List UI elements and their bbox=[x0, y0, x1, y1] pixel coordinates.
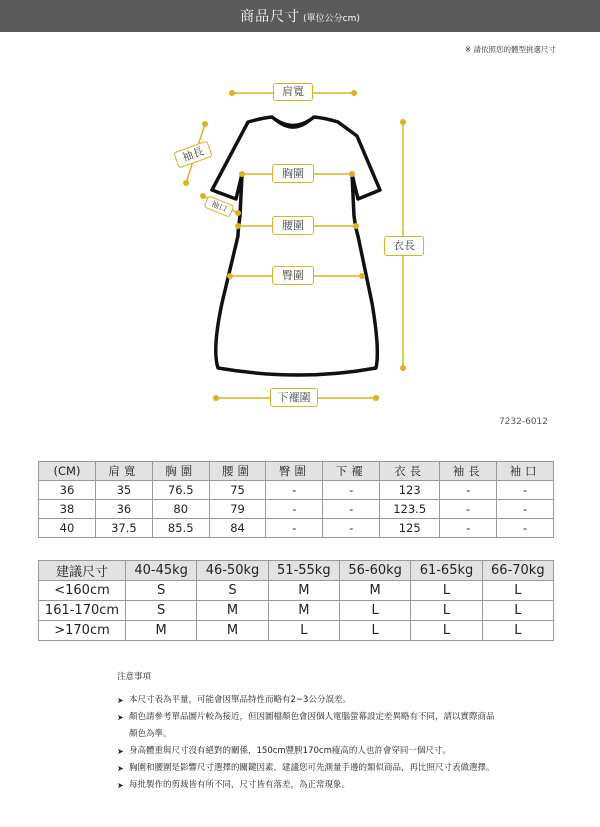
sleeve-length-label: 袖長 bbox=[173, 140, 213, 168]
note-item bbox=[117, 743, 497, 760]
suggest-col-header: 61-65kg bbox=[411, 561, 482, 581]
size-cell: - bbox=[323, 519, 380, 538]
size-col-header: (CM) bbox=[39, 462, 96, 481]
suggest-table-header-row bbox=[39, 561, 554, 581]
suggest-cell: L bbox=[411, 581, 482, 601]
waist-label: 腰圍 bbox=[272, 216, 314, 235]
size-cell: - bbox=[266, 481, 323, 500]
size-col-header: 胸圍 bbox=[152, 462, 209, 481]
size-col-header: 衣長 bbox=[380, 462, 440, 481]
size-table bbox=[38, 461, 554, 538]
suggest-col-header: 建議尺寸 bbox=[39, 561, 126, 581]
note-text: 本尺寸表為平量，可能會因單品特性而略有2~3公分誤差。 bbox=[129, 695, 351, 705]
size-cell: 79 bbox=[209, 500, 266, 519]
size-cell: 38 bbox=[39, 500, 96, 519]
size-cell: 36 bbox=[39, 481, 96, 500]
arrow-icon: ➤ bbox=[117, 713, 124, 722]
suggest-size-table bbox=[38, 560, 554, 641]
shoulder-label: 肩寬 bbox=[273, 83, 313, 101]
note-item bbox=[117, 777, 497, 794]
note-text: 胸圍和腰圍是影響尺寸選擇的關鍵因素，建議您可先測量手邊的類似商品，再比照尺寸表做選擇。 bbox=[129, 763, 495, 773]
size-cell: - bbox=[323, 500, 380, 519]
garment-diagram bbox=[0, 60, 600, 420]
suggest-col-header: 46-50kg bbox=[197, 561, 268, 581]
suggest-cell: L bbox=[339, 601, 410, 621]
suggest-cell: L bbox=[411, 601, 482, 621]
arrow-icon: ➤ bbox=[117, 781, 124, 790]
note-text: 身高體重與尺寸沒有絕對的關係，150cm豐腴170cm瘦高的人也許會穿同一個尺寸。 bbox=[129, 746, 451, 756]
arrow-icon: ➤ bbox=[117, 747, 124, 756]
size-cell: 84 bbox=[209, 519, 266, 538]
suggest-cell: M bbox=[268, 601, 339, 621]
table-row bbox=[39, 481, 554, 500]
size-cell: 75 bbox=[209, 481, 266, 500]
suggest-cell: L bbox=[339, 621, 410, 641]
size-cell: - bbox=[323, 481, 380, 500]
suggest-cell: L bbox=[268, 621, 339, 641]
suggest-col-header: 40-45kg bbox=[126, 561, 197, 581]
table-row bbox=[39, 581, 554, 601]
notes-title: 注意事項 bbox=[117, 672, 152, 682]
suggest-cell: M bbox=[197, 601, 268, 621]
suggest-cell: S bbox=[126, 581, 197, 601]
size-cell: 123.5 bbox=[380, 500, 440, 519]
suggest-cell: L bbox=[482, 601, 553, 621]
note-text: 顏色請參考單品圖片較為接近，但因圖檔顏色會因個人電腦螢幕設定差異略有不同，請以實際商品顏色為準。 bbox=[129, 712, 495, 739]
suggest-col-header: 56-60kg bbox=[339, 561, 410, 581]
size-cell: - bbox=[497, 500, 554, 519]
size-cell: - bbox=[440, 519, 497, 538]
size-cell: 36 bbox=[96, 500, 153, 519]
length-label: 衣長 bbox=[384, 236, 424, 256]
table-row bbox=[39, 519, 554, 538]
size-cell: 35 bbox=[96, 481, 153, 500]
hem-label: 下襬圍 bbox=[270, 388, 318, 407]
suggest-cell: S bbox=[126, 601, 197, 621]
product-code: 7232-6012 bbox=[498, 417, 548, 427]
size-cell: 40 bbox=[39, 519, 96, 538]
suggest-cell: M bbox=[339, 581, 410, 601]
size-cell: 76.5 bbox=[152, 481, 209, 500]
chest-label: 胸圍 bbox=[272, 164, 314, 183]
suggest-cell: L bbox=[482, 581, 553, 601]
note-text: 每批製作的剪裁皆有所不同，尺寸皆有落差，為正常現象。 bbox=[129, 780, 351, 790]
size-cell: - bbox=[440, 481, 497, 500]
table-row bbox=[39, 601, 554, 621]
note-item bbox=[117, 760, 497, 777]
size-cell: 125 bbox=[380, 519, 440, 538]
note-item bbox=[117, 692, 497, 709]
suggest-cell: L bbox=[482, 621, 553, 641]
size-cell: - bbox=[266, 500, 323, 519]
suggest-cell: M bbox=[126, 621, 197, 641]
size-cell: - bbox=[497, 481, 554, 500]
size-col-header: 袖口 bbox=[497, 462, 554, 481]
header-title: 商品尺寸 bbox=[240, 9, 301, 25]
arrow-icon: ➤ bbox=[117, 696, 124, 705]
suggest-cell: S bbox=[197, 581, 268, 601]
table-row bbox=[39, 621, 554, 641]
suggest-cell: >170cm bbox=[39, 621, 126, 641]
size-col-header: 肩寬 bbox=[96, 462, 153, 481]
table-row bbox=[39, 500, 554, 519]
size-table-header-row bbox=[39, 462, 554, 481]
size-cell: 80 bbox=[152, 500, 209, 519]
size-cell: 37.5 bbox=[96, 519, 153, 538]
size-cell: 123 bbox=[380, 481, 440, 500]
suggest-col-header: 51-55kg bbox=[268, 561, 339, 581]
suggest-cell: M bbox=[197, 621, 268, 641]
size-col-header: 腰圍 bbox=[209, 462, 266, 481]
suggest-cell: <160cm bbox=[39, 581, 126, 601]
note-item bbox=[117, 709, 497, 743]
suggest-cell: 161-170cm bbox=[39, 601, 126, 621]
cuff-label: 袖口 bbox=[204, 195, 235, 218]
suggest-cell: M bbox=[268, 581, 339, 601]
suggest-cell: L bbox=[411, 621, 482, 641]
suggest-col-header: 66-70kg bbox=[482, 561, 553, 581]
size-cell: - bbox=[440, 500, 497, 519]
top-note: ※ 請依照您的體型挑選尺寸 bbox=[464, 45, 556, 54]
size-col-header: 臀圍 bbox=[266, 462, 323, 481]
header-subtitle: (單位公分cm) bbox=[303, 14, 360, 24]
hip-label: 臀圍 bbox=[272, 266, 314, 285]
size-cell: 85.5 bbox=[152, 519, 209, 538]
size-cell: - bbox=[497, 519, 554, 538]
arrow-icon: ➤ bbox=[117, 764, 124, 773]
page-header bbox=[0, 0, 600, 32]
notes-section bbox=[117, 669, 497, 794]
dress-illustration bbox=[0, 60, 600, 420]
size-cell: - bbox=[266, 519, 323, 538]
size-col-header: 下襬 bbox=[323, 462, 380, 481]
size-col-header: 袖長 bbox=[440, 462, 497, 481]
